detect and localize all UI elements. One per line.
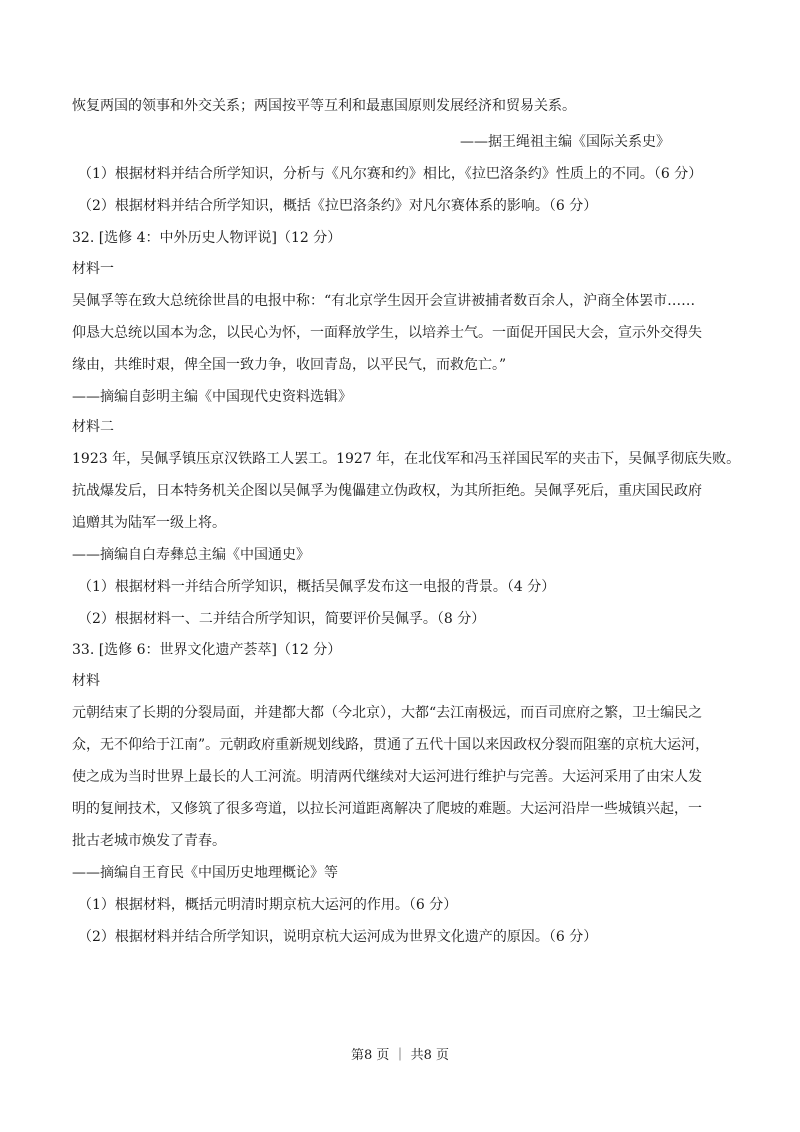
material-paragraph (72, 285, 732, 381)
source-citation: ——摘编自白寿彝总主编《中国通史》 (72, 547, 310, 563)
paragraph-line: 使之成为当时世界上最长的人工河流。明清两代继续对大运河进行维护与完善。大运河采用了由宋人发 (72, 769, 702, 785)
paragraph-line: 抗战爆发后，日本特务机关企图以吴佩孚为傀儡建立伪政权，为其所拒绝。吴佩孚死后，重庆国民政府 (72, 483, 702, 499)
source-citation: ——摘编自彭明主编《中国现代史资料选辑》 (72, 389, 352, 405)
material-label: 材料一 (72, 261, 114, 277)
paragraph-line: 缘由，共维时艰，俾全国一致力争，收回青岛，以平民气，而救危亡。” (72, 357, 507, 373)
text-line: 恢复两国的领事和外交关系；两国按平等互利和最惠国原则发展经济和贸易关系。 (72, 98, 576, 114)
source-citation: ——据王绳祖主编《国际关系史》 (460, 134, 670, 150)
question-2: （2）根据材料并结合所学知识，概括《拉巴洛条约》对凡尔赛体系的影响。（6 分） (78, 198, 598, 214)
paragraph-line: 众，无不仰给于江南”。元朝政府重新规划线路，贯通了五代十国以来因政权分裂而阻塞的京杭大运河， (72, 737, 710, 753)
material-label: 材料 (72, 673, 100, 689)
document-body (72, 96, 741, 959)
paragraph-line: 批古老城市焕发了青春。 (72, 833, 226, 849)
question-2: （2）根据材料一、二并结合所学知识，简要评价吴佩孚。（8 分） (78, 611, 486, 627)
question-1: （1）根据材料并结合所学知识，分析与《凡尔赛和约》相比，《拉巴洛条约》性质上的不同。（6 分） (78, 166, 703, 182)
material-paragraph (72, 443, 741, 539)
material-paragraph (72, 697, 732, 857)
question-2: （2）根据材料并结合所学知识，说明京杭大运河成为世界文化遗产的原因。（6 分） (78, 929, 598, 945)
paragraph-line: 元朝结束了长期的分裂局面，并建都大都（今北京），大都“去江南极远，而百司庶府之繁，卫士编民之 (72, 705, 703, 721)
question-1: （1）根据材料，概括元明清时期京杭大运河的作用。（6 分） (78, 897, 458, 913)
paragraph-line: 仰恳大总统以国本为念，以民心为怀，一面释放学生，以培养士气。一面促开国民大会，宣示外交得失 (72, 325, 702, 341)
page-footer: 第8 页 ｜ 共8 页 (350, 1048, 450, 1063)
paragraph-line: 追赠其为陆军一级上将。 (72, 515, 226, 531)
source-citation: ——摘编自王育民《中国历史地理概论》等 (72, 865, 338, 881)
section-heading-33: 33. [选修 6：世界文化遗产荟萃]（12 分） (72, 642, 342, 658)
paragraph-line: 吴佩孚等在致大总统徐世昌的电报中称：“有北京学生因开会宣讲被捕者数百余人，沪商全体罢市…… (72, 293, 696, 309)
paragraph-line: 1923 年，吴佩孚镇压京汉铁路工人罢工。1927 年，在北伐军和冯玉祥国民军的夹击下，吴佩孚彻底失败。 (72, 451, 741, 467)
section-heading-32: 32. [选修 4：中外历史人物评说]（12 分） (72, 230, 342, 246)
paragraph-line: 明的复闸技术，又修筑了很多弯道，以拉长河道距离解决了爬坡的难题。大运河沿岸一些城镇兴起，一 (72, 801, 702, 817)
material-label: 材料二 (72, 419, 114, 435)
question-1: （1）根据材料一并结合所学知识，概括吴佩孚发布这一电报的背景。（4 分） (78, 579, 556, 595)
